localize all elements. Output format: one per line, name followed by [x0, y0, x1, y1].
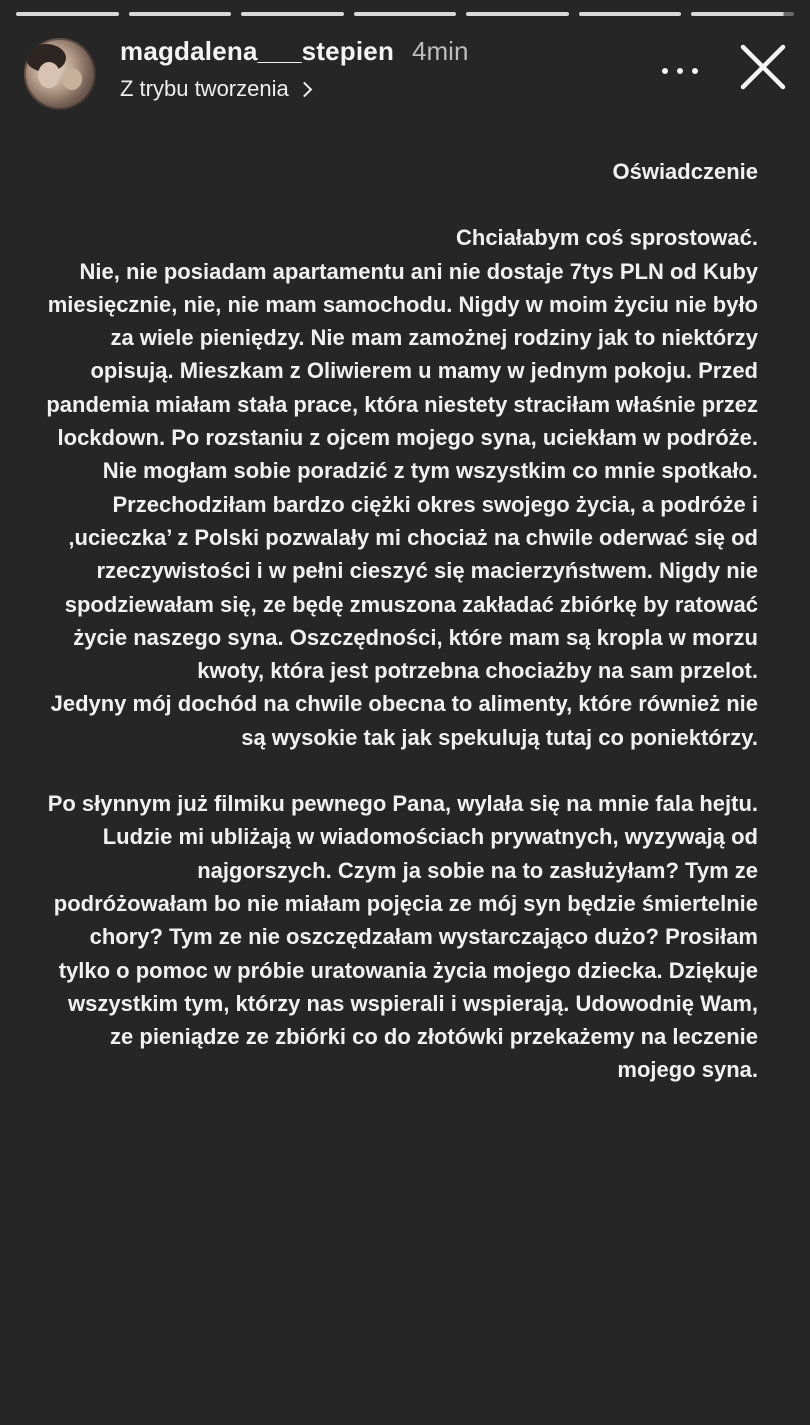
statement-paragraph-2: Po słynnym już filmiku pewnego Pana, wylała się na mnie fala hejtu. Ludzie mi ubliżają w wiadomościach prywatnych, wyzywają od najgorszych. Czym ja sobie na to zasłużyłam? Tym ze podróżowałam bo nie miałam pojęcia ze mój syn będzie śmiertelnie chory? Tym ze nie oszczędzałam wystarczająco dużo? Prosiłam tylko o pomoc w próbie uratowania życia mojego dziecka. Dziękuje wszystkim tym, którzy nas wspierali i wspierają. Udowodnię Wam, ze pieniądze ze zbiórki co do złotówki przekażemy na leczenie mojego syna. [47, 791, 758, 1083]
close-button[interactable] [738, 42, 788, 92]
story-progress-bar [16, 12, 794, 16]
progress-segment [354, 12, 457, 16]
statement-title: Oświadczenie [612, 159, 758, 184]
close-icon [738, 42, 788, 92]
user-row [120, 36, 468, 70]
avatar-face [38, 62, 60, 88]
statement-paragraph-1: Chciałabym coś sprostować. Nie, nie posiadam apartamentu ani nie dostaje 7tys PLN od Kuby miesięcznie, nie, nie mam samochodu. Nigdy w moim życiu nie było za wiele pieniędzy. Nie mam zamożnej rodziny jak to niektórzy opisują. Mieszkam z Oliwierem u mamy w jednym pokoju. Przed pandemia miałam stała prace, która niestety straciłam właśnie przez lockdown. Po rozstaniu z ojcem mojego syna, uciekłam w podróże. Nie mogłam sobie poradzić z tym wszystkim co mnie spotkało. Przechodziłam bardzo ciężki okres swojego życia, a podróże i ‚ucieczka’ z Polski pozwalały mi chociaż na chwile oderwać się od rzeczywistości i w pełni cieszyć się macierzyństwem. Nigdy nie spodziewałam się, ze będę zmuszona zakładać zbiórkę by ratować życie naszego syna. Oszczędności, które mam są kropla w morzu kwoty, która jest potrzebna chociażby na sam przelot. Jedyny mój dochód na chwile obecna to alimenty, które również nie są wysokie tak jak spekulują tutaj co poniektórzy. [46, 225, 758, 750]
progress-segment [16, 12, 119, 16]
create-mode-label: Z trybu tworzenia [120, 76, 289, 101]
chevron-right-icon [296, 81, 312, 97]
story-text [40, 155, 758, 1087]
more-options-button[interactable] [662, 56, 698, 86]
more-horizontal-icon [692, 68, 698, 74]
avatar[interactable] [24, 38, 96, 110]
avatar-face [62, 68, 82, 90]
username-link[interactable]: magdalena___stepien [120, 36, 395, 66]
progress-segment-active [691, 12, 794, 16]
more-horizontal-icon [677, 68, 683, 74]
story-header [24, 32, 790, 112]
create-mode-link[interactable] [120, 76, 468, 102]
progress-segment [129, 12, 232, 16]
progress-segment [579, 12, 682, 16]
post-time: 4min [412, 36, 469, 66]
more-horizontal-icon [662, 68, 668, 74]
user-info [120, 36, 468, 102]
progress-segment [466, 12, 569, 16]
progress-segment [241, 12, 344, 16]
